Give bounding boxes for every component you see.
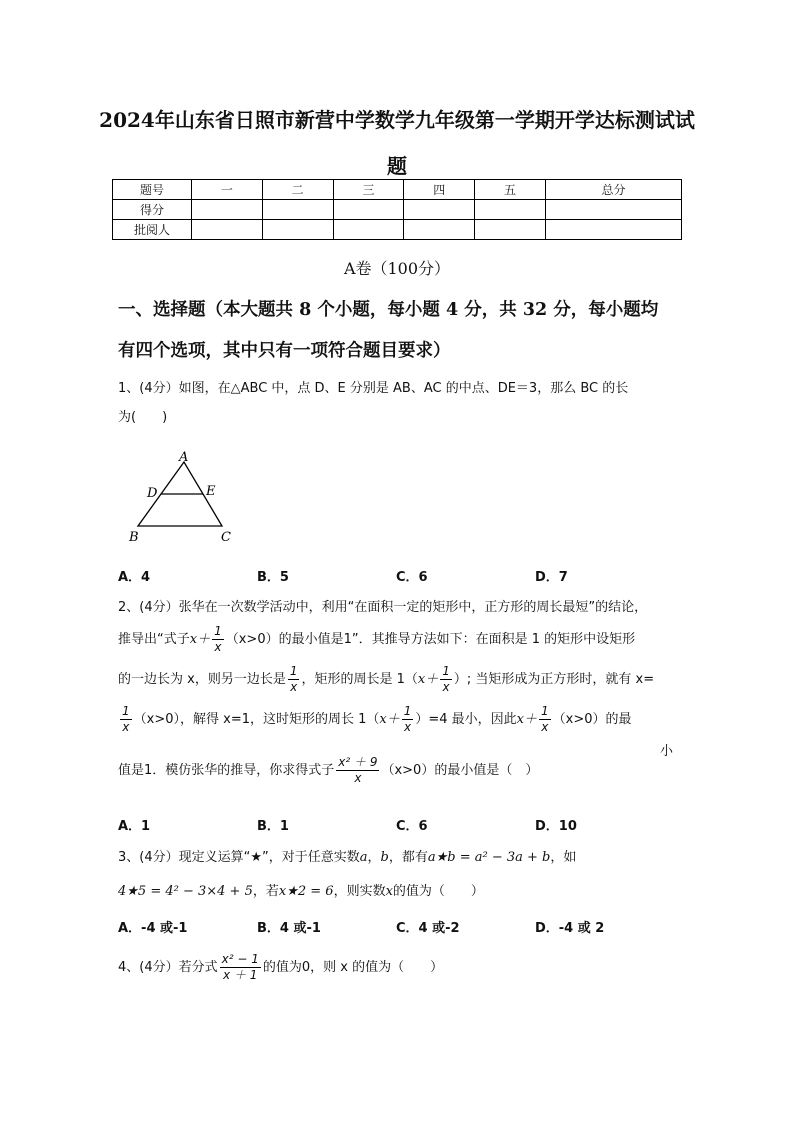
score-cell xyxy=(475,200,546,220)
score-table-header-row xyxy=(113,180,682,200)
score-table-row-label: 批阅人 xyxy=(113,220,192,240)
fraction-1-over-x xyxy=(402,704,414,735)
score-table-header-cell: 三 xyxy=(333,180,404,200)
text: ，矩形的周长是 1（ xyxy=(301,672,418,687)
fraction-denominator: x xyxy=(404,720,412,734)
option-d: D．-4 或 2 xyxy=(535,921,605,936)
page-title-continued: 题 xyxy=(387,154,407,178)
option-a: A．1 xyxy=(118,819,151,834)
question-1-text-continued: 为( ) xyxy=(118,410,168,425)
variable-a: a xyxy=(359,850,368,865)
text: 3、(4分）现定义运算“★”，对于任意实数 xyxy=(118,850,360,865)
text: ）=4 最小，因此 xyxy=(415,712,517,727)
reviewer-cell xyxy=(475,220,546,240)
fraction-denominator: x xyxy=(442,680,450,694)
score-table-header-cell: 五 xyxy=(475,180,546,200)
fraction-denominator: x xyxy=(541,720,549,734)
section-heading-continued: 有四个选项，其中只有一项符合题目要求） xyxy=(118,341,451,361)
score-cell xyxy=(262,200,333,220)
option-b: B．5 xyxy=(257,570,289,585)
question-3-line-2 xyxy=(118,880,688,899)
reviewer-cell xyxy=(333,220,404,240)
fraction-1-over-x xyxy=(440,664,452,695)
triangle-figure xyxy=(118,446,248,546)
text: ，都有 xyxy=(388,850,428,865)
reviewer-cell xyxy=(545,220,681,240)
fraction-numerator: x² − 1 xyxy=(221,952,259,966)
text: 4、(4分）若分式 xyxy=(118,960,218,975)
text: 的值为0，则 x 的值为（ ） xyxy=(262,960,444,975)
score-table-header-cell: 总分 xyxy=(545,180,681,200)
score-table-row-label: 得分 xyxy=(113,200,192,220)
expression: x＋ xyxy=(417,672,439,687)
fraction-x2-plus-9-over-x xyxy=(336,755,379,786)
option-c: C．6 xyxy=(396,570,428,585)
question-2-line-2 xyxy=(118,624,688,655)
question-2-line-3 xyxy=(118,664,688,695)
fraction-denominator: x xyxy=(290,680,298,694)
fraction-numerator: 1 xyxy=(214,624,222,638)
label-d: D xyxy=(147,486,158,501)
label-b: B xyxy=(129,530,139,545)
page-title: 2024年山东省日照市新营中学数学九年级第一学期开学达标测试试 xyxy=(99,108,695,132)
question-1-text: 1、(4分）如图，在△ABC 中，点 D、E 分别是 AB、AC 的中点、DE＝3，那么 BC 的长 xyxy=(118,381,629,396)
score-table-row xyxy=(113,220,682,240)
fraction-numerator: 1 xyxy=(541,704,549,718)
score-table-row xyxy=(113,200,682,220)
fraction-numerator: 1 xyxy=(442,664,450,678)
fraction-denominator: x xyxy=(214,640,222,654)
variable-x: x xyxy=(385,884,393,899)
text: ，则实数 xyxy=(333,884,386,899)
score-cell xyxy=(333,200,404,220)
option-d: D．10 xyxy=(535,819,577,834)
label-c: C xyxy=(221,530,231,545)
question-4-line-1 xyxy=(118,952,688,983)
variable-b: b xyxy=(380,850,389,865)
score-cell xyxy=(404,200,475,220)
fraction-1-over-x xyxy=(539,704,551,735)
reviewer-cell xyxy=(404,220,475,240)
fraction-numerator: 1 xyxy=(289,664,298,678)
fraction-numerator: 1 xyxy=(122,704,130,718)
fraction-numerator: 1 xyxy=(403,704,412,718)
score-cell xyxy=(545,200,681,220)
score-table-header-cell: 二 xyxy=(262,180,333,200)
section-heading: 一、选择题（本大题共 8 个小题，每小题 4 分，共 32 分，每小题均 xyxy=(118,300,659,320)
fraction-denominator: x xyxy=(354,771,362,785)
option-c: C．6 xyxy=(396,819,428,834)
text: 推导出“式子 xyxy=(118,632,190,647)
fraction-denominator: x ＋ 1 xyxy=(223,968,258,982)
label-e: E xyxy=(206,484,216,499)
option-c: C．4 或-2 xyxy=(396,921,460,936)
operation-definition: a★b = a² − 3a + b xyxy=(427,850,551,865)
fraction-1-over-x xyxy=(120,704,132,735)
example-expression: 4★5 = 4² − 3×4 + 5 xyxy=(118,884,253,899)
condition-expression: x★2 = 6 xyxy=(278,884,334,899)
text: （x>0）的最小值是1”．其推导方法如下：在面积是 1 的矩形中设矩形 xyxy=(225,632,636,647)
text: （x>0），解得 x=1，这时矩形的周长 1（ xyxy=(133,712,380,727)
reviewer-cell xyxy=(262,220,333,240)
text: （x>0）的最 xyxy=(552,712,632,727)
expression: x＋ xyxy=(189,632,211,647)
score-table-header-cell: 一 xyxy=(192,180,263,200)
expression: x＋ xyxy=(379,712,400,727)
text: ， xyxy=(367,850,381,865)
score-table-header-cell: 题号 xyxy=(113,180,192,200)
option-b: B．4 或-1 xyxy=(257,921,321,936)
fraction-numerator: x² ＋ 9 xyxy=(338,755,378,769)
option-d: D．7 xyxy=(535,570,568,585)
question-2-line-4-end: 小 xyxy=(660,744,674,759)
text: ）; 当矩形成为正方形时，就有 x= xyxy=(453,672,655,687)
reviewer-cell xyxy=(192,220,263,240)
label-a: A xyxy=(179,450,189,465)
option-a: A．4 xyxy=(118,570,151,585)
score-table-header-cell: 四 xyxy=(404,180,475,200)
text: （x>0）的最小值是（ ） xyxy=(381,763,539,778)
text: ，若 xyxy=(252,884,279,899)
question-3-line-1 xyxy=(118,846,688,865)
question-2-line-4 xyxy=(118,704,688,735)
text: 值是1．模仿张华的推导，你求得式子 xyxy=(118,763,335,778)
option-b: B．1 xyxy=(257,819,289,834)
score-cell xyxy=(192,200,263,220)
expression: x＋ xyxy=(516,712,538,727)
question-2-text: 2、(4分）张华在一次数学活动中，利用“在面积一定的矩形中，正方形的周长最短”的结论， xyxy=(118,600,648,615)
option-a: A．-4 或-1 xyxy=(118,921,188,936)
score-table xyxy=(112,179,682,240)
question-2-line-5 xyxy=(118,755,688,786)
text: ，如 xyxy=(550,850,577,865)
volume-heading: A卷（100分） xyxy=(343,259,451,278)
text: 的值为（ ） xyxy=(392,884,484,899)
fraction-x2-minus-1-over-x-plus-1 xyxy=(220,952,261,983)
fraction-1-over-x xyxy=(212,624,224,655)
fraction-1-over-x xyxy=(288,664,300,695)
text: 的一边长为 x，则另一边长是 xyxy=(118,672,286,687)
fraction-denominator: x xyxy=(122,720,130,734)
